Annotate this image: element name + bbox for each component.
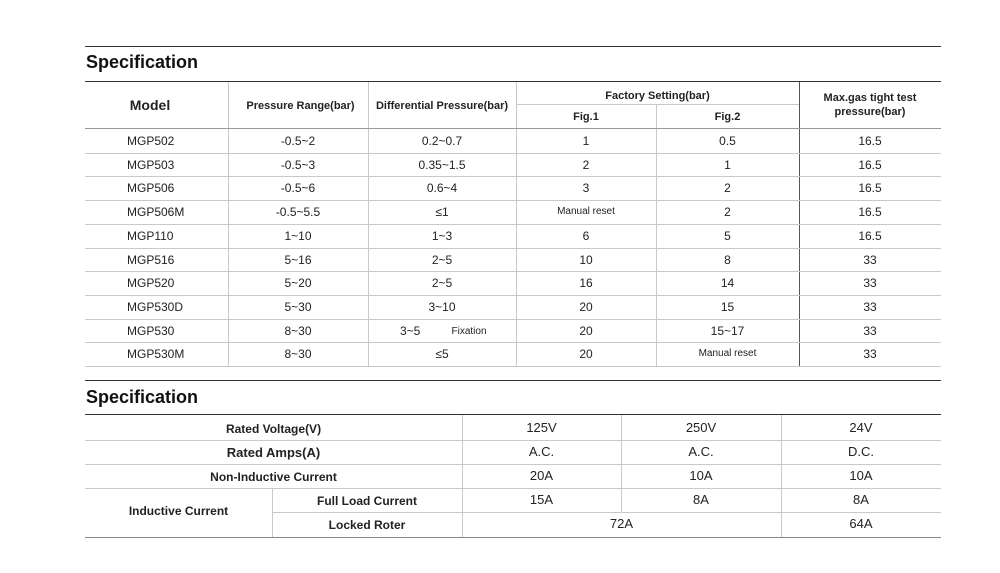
row-fig2-cell: 0.5 [719, 134, 736, 148]
header-bottom-rule [85, 128, 941, 129]
row-range-cell: -0.5~5.5 [275, 205, 321, 220]
row-diff-cell: ≤5 [435, 347, 449, 362]
row-max-cell: 16.5 [858, 228, 882, 243]
inductive-label: Inductive Current [128, 504, 229, 518]
row-model-cell: MGP502 [127, 134, 175, 148]
row-max-cell: 33 [863, 252, 877, 267]
row-fig1-cell: Manual reset [557, 206, 615, 218]
full-load-label: Full Load Current [317, 494, 417, 508]
row-separator [85, 176, 941, 177]
row-range-cell: 5~16 [284, 252, 312, 267]
row-diff-cell: 0.35~1.5 [418, 157, 466, 172]
row-model-cell: MGP530M [127, 347, 185, 362]
row-model-cell: MGP516 [127, 252, 175, 267]
row-model-cell: MGP506 [127, 181, 175, 196]
row-diff-cell: 2~5 [431, 276, 453, 291]
row-range-cell: 1~10 [284, 228, 312, 243]
row-separator [85, 200, 941, 201]
header-factory-setting: Factory Setting(bar) [605, 90, 710, 102]
rated-amps-3: D.C. [848, 444, 874, 459]
row-max-cell: 16.5 [858, 134, 882, 148]
t2-bottom-rule [85, 537, 941, 538]
row-max-cell: 16.5 [858, 181, 882, 196]
header-differential: Differential Pressure(bar) [375, 100, 509, 112]
table1-bottom-rule [85, 380, 941, 381]
row-fig1-cell: 20 [579, 347, 593, 362]
rated-voltage-125: 125V [526, 420, 557, 435]
row-max-cell: 33 [863, 323, 877, 338]
row-separator [85, 153, 941, 154]
row-fig1-cell: 2 [582, 157, 590, 172]
row-fig1-cell: 1 [582, 134, 590, 148]
rated-voltage-label: Rated Voltage(V) [225, 422, 322, 436]
non-inductive-label: Non-Inductive Current [210, 470, 337, 484]
row-max-cell: 33 [863, 276, 877, 291]
row-separator [85, 295, 941, 296]
rated-voltage-250: 250V [685, 420, 717, 435]
t2-row-rule [85, 440, 941, 441]
row-fig1-cell: 20 [579, 299, 593, 314]
row-diff-cell: ≤1 [435, 205, 449, 220]
row-fig2-cell: 5 [724, 228, 731, 243]
row-diff-cell: 3~10 [428, 299, 456, 314]
row-diff-note: Fixation [451, 325, 487, 337]
row-range-cell: 5~20 [284, 276, 312, 291]
row-fig1-cell: 16 [579, 276, 593, 291]
rated-voltage-24: 24V [849, 420, 873, 435]
rated-amps-2: A.C. [688, 444, 714, 459]
header-max-gas: Max.gas tight test pressure(bar) [823, 92, 917, 118]
row-separator [85, 342, 941, 343]
row-range-cell: -0.5~2 [280, 134, 316, 148]
row-separator [85, 271, 941, 272]
row-separator [85, 248, 941, 249]
row-fig2-cell: Manual reset [698, 348, 757, 360]
row-range-cell: 8~30 [284, 323, 312, 338]
row-range-cell: -0.5~3 [280, 157, 316, 172]
full-load-3: 8A [853, 492, 869, 507]
rated-amps-1: A.C. [528, 444, 555, 459]
row-fig1-cell: 20 [579, 323, 593, 338]
non-inductive-2: 10A [689, 468, 713, 483]
row-max-cell: 33 [863, 347, 877, 362]
header-pressure-range: Pressure Range(bar) [246, 100, 355, 112]
top-rule [85, 46, 941, 47]
locked-roter-12: 72A [609, 516, 634, 531]
t2-row-rule [85, 488, 941, 489]
full-load-2: 8A [693, 492, 709, 507]
row-model-cell: MGP520 [127, 276, 175, 291]
row-fig2-cell: 2 [724, 205, 731, 220]
row-fig2-cell: 1 [724, 157, 731, 172]
row-max-cell: 16.5 [858, 157, 882, 172]
row-diff-cell: 0.2~0.7 [421, 134, 463, 148]
row-fig2-cell: 14 [720, 276, 735, 291]
factory-split-rule [516, 104, 799, 105]
spec-heading-2: Specification [86, 387, 199, 407]
row-fig1-cell: 10 [579, 252, 593, 267]
row-fig1-cell: 3 [582, 181, 590, 196]
row-diff-cell: 1~3 [431, 228, 453, 243]
locked-roter-3: 64A [849, 516, 873, 531]
t2-row-rule [272, 512, 941, 513]
non-inductive-1: 20A [529, 468, 554, 483]
row-fig2-cell: 8 [724, 252, 731, 267]
row-range-cell: 8~30 [284, 347, 312, 362]
row-range-cell: -0.5~6 [280, 181, 316, 196]
row-model-cell: MGP503 [127, 157, 175, 172]
row-fig2-cell: 15~17 [710, 323, 745, 338]
header-fig1: Fig.1 [573, 111, 599, 123]
header-fig2: Fig.2 [714, 111, 741, 123]
row-model-cell: MGP506M [127, 205, 185, 220]
row-max-cell: 33 [863, 299, 877, 314]
locked-roter-label: Locked Roter [328, 518, 406, 532]
row-model-cell: MGP110 [127, 228, 174, 243]
non-inductive-3: 10A [849, 468, 873, 483]
table2-top-rule [85, 414, 941, 415]
row-diff-cell: 0.6~4 [426, 181, 458, 196]
row-fig2-cell: 15 [720, 299, 735, 314]
row-diff-cell: 2~5 [431, 252, 453, 267]
row-diff-cell: 3~5 [400, 323, 421, 338]
table1-top-rule [85, 81, 941, 82]
full-load-1: 15A [529, 492, 554, 507]
rated-amps-label: Rated Amps(A) [226, 445, 321, 460]
row-max-cell: 16.5 [858, 205, 882, 220]
row-model-cell: MGP530 [127, 323, 175, 338]
row-range-cell: 5~30 [284, 299, 312, 314]
row-fig1-cell: 6 [582, 228, 590, 243]
header-model: Model [129, 97, 171, 113]
row-separator [85, 224, 941, 225]
row-fig2-cell: 2 [724, 181, 731, 196]
row-separator [85, 319, 941, 320]
spec-heading-1: Specification [86, 52, 199, 72]
t2-row-rule [85, 464, 941, 465]
row-model-cell: MGP530D [127, 299, 184, 314]
row-separator [85, 366, 941, 367]
